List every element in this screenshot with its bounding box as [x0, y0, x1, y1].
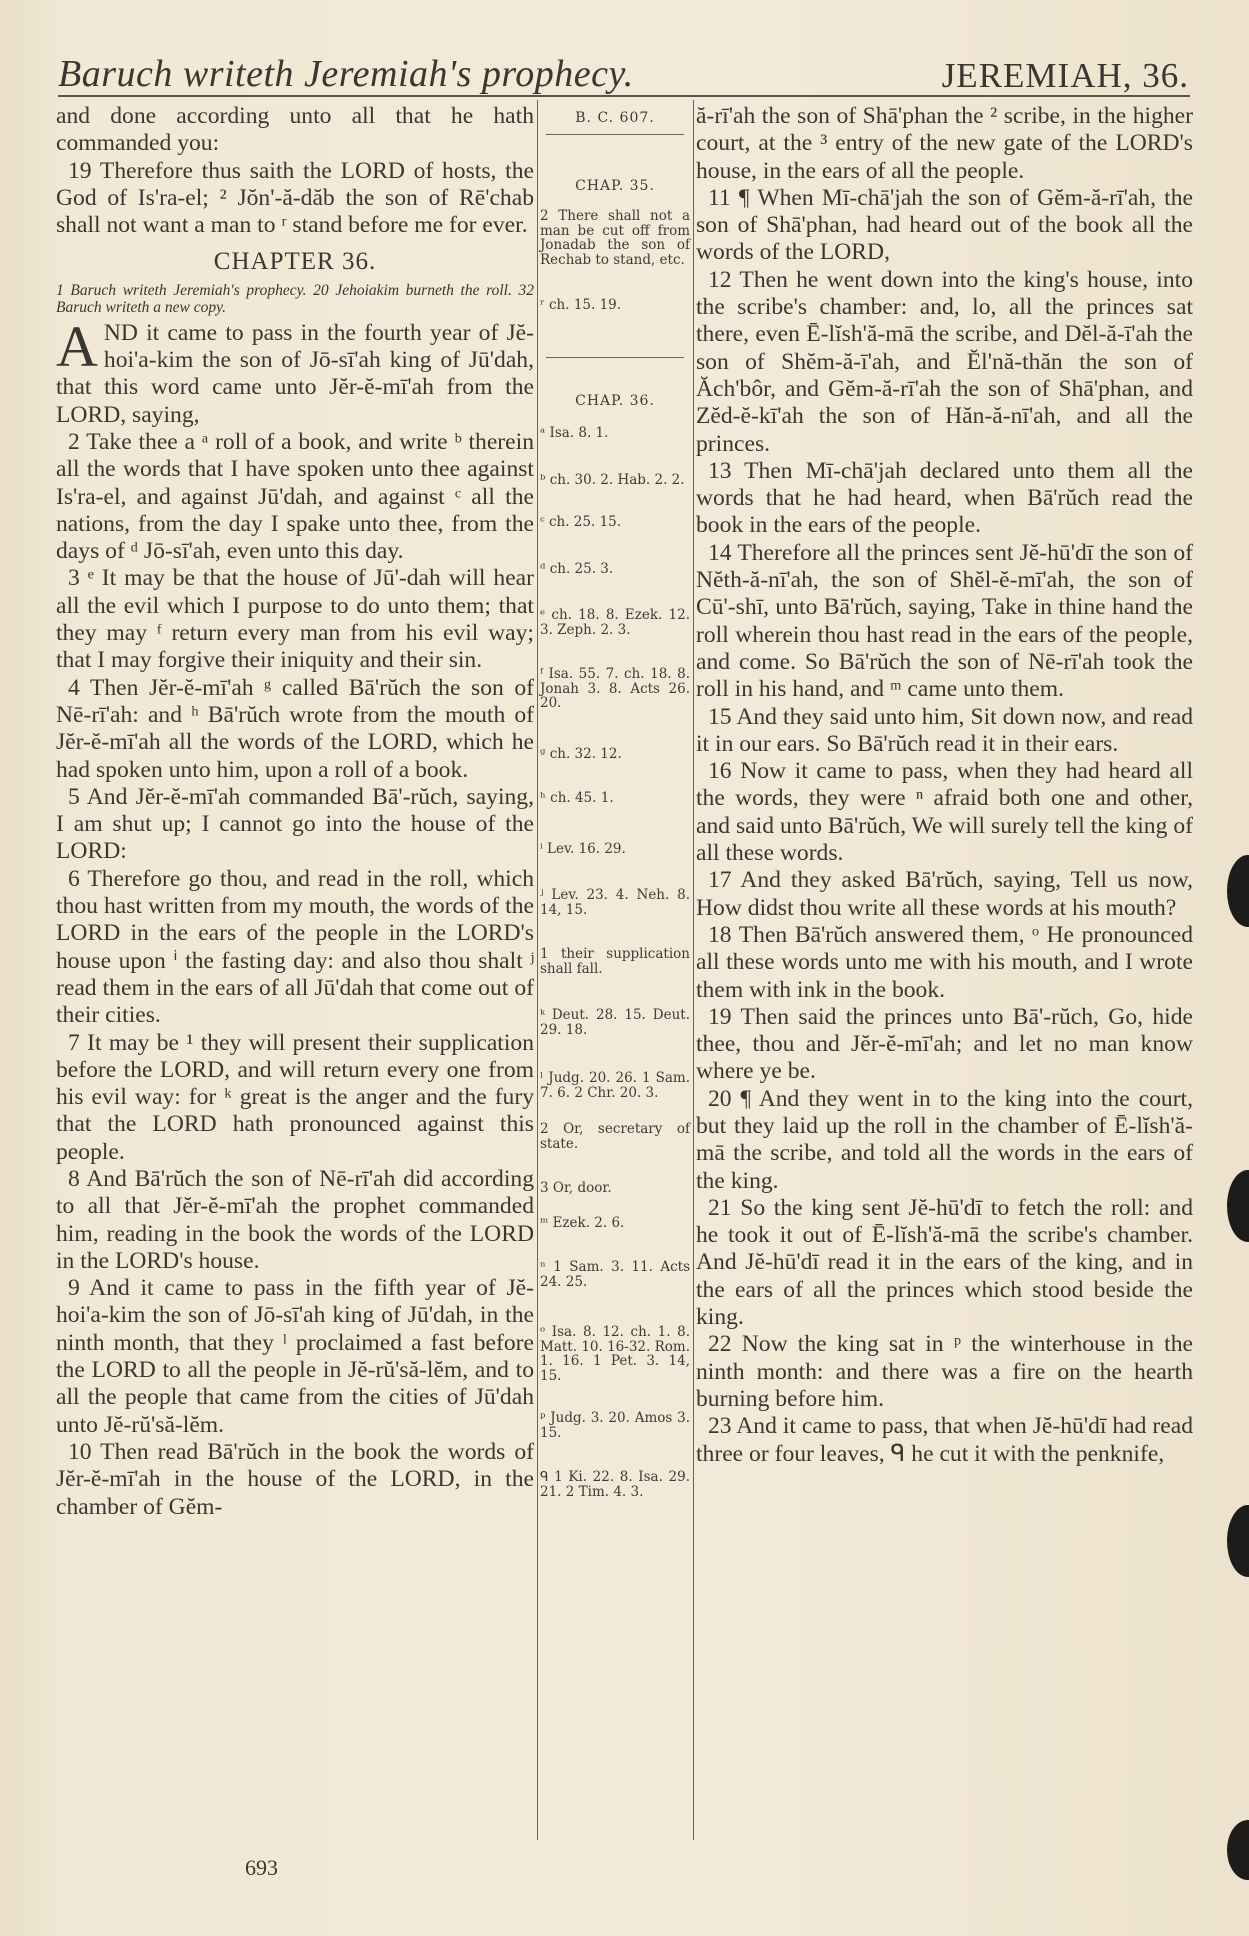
- note-d: ᵈ ch. 25. 3.: [540, 560, 614, 577]
- note-3: 3 Or, door.: [540, 1180, 612, 1196]
- date-rule: [546, 134, 684, 135]
- thumb-index-tab-1[interactable]: [1227, 855, 1249, 927]
- chapter-rule: [546, 357, 684, 358]
- verse-36-9: 9 And it came to pass in the fifth year of Jĕ-hoi'a-kim the son of Jō-sī'ah king of Jū'dah, in the ninth month, that they ˡ proclaimed a fast before the LORD to all the people in Jĕ-rŭ'să-lĕm, and to all the people that came from the cities of Jū'dah unto Jĕ-rŭ'să-lĕm.: [56, 1275, 534, 1438]
- verse-36-14: 14 Therefore all the princes sent Jĕ-hū'dī the son of Nĕth-ă-nī'ah, the son of Shĕl-ĕ-mī'ah, the son of Cū'-shī, unto Bā'rŭch, saying, Take in thine hand the roll wherein thou hast read in the ears of the people, and come. So Bā'rŭch the son of Nē-rī'ah took the roll in his hand, and ᵐ came unto them.: [696, 539, 1193, 703]
- note-2b: 2 Or, secretary of state.: [540, 1121, 690, 1152]
- verse-36-15: 15 And they said unto him, Sit down now, and read it in our ears. So Bā'rŭch read it in their ears.: [696, 703, 1193, 757]
- chapter-heading: CHAPTER 36.: [213, 248, 377, 276]
- note-l: ˡ Judg. 20. 26. 1 Sam. 7. 6. 2 Chr. 20. 3.: [540, 1070, 690, 1101]
- verse-36-21: 21 So the king sent Jĕ-hū'dī to fetch the roll: and he took it out of Ē-lĭsh'ă-mā the scribe's chamber. And Jĕ-hū'dī read it in the ears of the king, and in the ears of all the princes which stood beside the king.: [696, 1194, 1193, 1331]
- note-j: ʲ Lev. 23. 4. Neh. 8. 14, 15.: [540, 887, 690, 918]
- right-text-column: [696, 103, 1193, 1468]
- verse-36-2: 2 Take thee a ᵃ roll of a book, and write ᵇ therein all the words that I have spoken unto thee against Is'ra-el, and against Jū'dah, and against ᶜ all the nations, from the day I spake unto thee, from the days of ᵈ Jō-sī'ah, even unto this day.: [56, 428, 534, 565]
- date-marker: B. C. 607.: [575, 110, 655, 126]
- note-b: ᵇ ch. 30. 2. Hab. 2. 2.: [540, 471, 685, 488]
- column-divider-left: [537, 100, 538, 1840]
- running-head-left: Baruch writeth Jeremiah's prophecy.: [58, 53, 634, 95]
- verse-36-12: 12 Then he went down into the king's house, into the scribe's chamber: and, lo, all the princes sat there, even Ē-lĭsh'ă-mā the scribe, and Dĕl-ă-ī'ah the son of Shĕm-ă-ī'ah, and Ĕl'nă-thăn the son of Ăch'bôr, and Gĕm-ă-rī'ah the son of Shā'phan, and Zĕd-ĕ-kī'ah the son of Hăn-ă-nī'ah, and all the princes.: [696, 266, 1193, 457]
- note-e: ᵉ ch. 18. 8. Ezek. 12. 3. Zeph. 2. 3.: [540, 607, 690, 638]
- verse-36-19: 19 Then said the princes unto Bā'-rŭch, Go, hide thee, thou and Jĕr-ĕ-mī'ah; and let no man know where ye be.: [696, 1003, 1193, 1085]
- verse-36-8: 8 And Bā'rŭch the son of Nē-rī'ah did according to all that Jĕr-ĕ-mī'ah the prophet commanded him, reading in the book the words of the LORD in the LORD's house.: [56, 1165, 534, 1274]
- cross-reference-column: [540, 103, 690, 1499]
- thumb-index-tab-2[interactable]: [1227, 1170, 1249, 1242]
- note-g: ᵍ ch. 32. 12.: [540, 745, 622, 762]
- verse-36-4: 4 Then Jĕr-ĕ-mī'ah ᵍ called Bā'rŭch the son of Nē-rī'ah: and ʰ Bā'rŭch wrote from the mouth of Jĕr-ĕ-mī'ah all the words of the LORD, which he had spoken unto him, upon a roll of a book.: [56, 674, 534, 783]
- note-a: ᵃ Isa. 8. 1.: [540, 425, 609, 441]
- continuation-text: and done according unto all that he hath commanded you:: [56, 103, 534, 157]
- verse-36-20: 20 ¶ And they went in to the king into the court, but they laid up the roll in the chamber of Ē-lĭsh'ă-mā the scribe, and told all the words in the ears of the king.: [696, 1085, 1193, 1194]
- note-h: ʰ ch. 45. 1.: [540, 790, 614, 806]
- verse-36-11: 11 ¶ When Mī-chā'jah the son of Gĕm-ă-rī'ah, the son of Shā'phan, had heard out of the book all the words of the LORD,: [696, 184, 1193, 266]
- verse-36-18: 18 Then Bā'rŭch answered them, ᵒ He pronounced all these words unto me with his mouth, and I wrote them with ink in the book.: [696, 921, 1193, 1003]
- chapter-summary: 1 Baruch writeth Jeremiah's prophecy. 20 Jehoiakim burneth the roll. 32 Baruch writeth a new copy.: [56, 281, 534, 316]
- note-o: ᵒ Isa. 8. 12. ch. 1. 8. Matt. 10. 16-32. Rom. 1. 16. 1 Pet. 3. 14, 15.: [540, 1324, 690, 1384]
- note-2: 2 There shall not a man be cut off from Jonadab the son of Rechab to stand, etc.: [540, 208, 690, 268]
- left-text-column: [56, 103, 534, 1521]
- verse-36-1: [56, 313, 534, 429]
- chap-35-label: CHAP. 35.: [575, 177, 655, 194]
- note-r: ʳ ch. 15. 19.: [540, 297, 622, 313]
- verse-36-17: 17 And they asked Bā'rŭch, saying, Tell us now, How didst thou write all these words at his mouth?: [696, 867, 1193, 921]
- note-k: ᵏ Deut. 28. 15. Deut. 29. 18.: [540, 1007, 690, 1038]
- note-m: ᵐ Ezek. 2. 6.: [540, 1214, 625, 1231]
- chap-36-label: CHAP. 36.: [575, 392, 655, 409]
- thumb-index-tab-4[interactable]: [1227, 1820, 1249, 1880]
- verse-10-continuation: ă-rī'ah the son of Shā'phan the ² scribe, in the higher court, at the ³ entry of the new gate of the LORD's house, in the ears of all the people.: [696, 103, 1193, 184]
- verse-36-5: 5 And Jĕr-ĕ-mī'ah commanded Bā'-rŭch, saying, I am shut up; I cannot go into the house of the LORD:: [56, 783, 534, 865]
- verse-36-3: 3 ᵉ It may be that the house of Jū'-dah will hear all the evil which I purpose to do unto them; that they may ᶠ return every man from his evil way; that I may forgive their iniquity and their sin.: [56, 565, 534, 674]
- header-rule: [58, 95, 1190, 97]
- column-divider-right: [693, 100, 694, 1840]
- note-1: 1 their supplication shall fall.: [540, 946, 690, 977]
- verse-36-10: 10 Then read Bā'rŭch in the book the words of Jĕr-ĕ-mī'ah in the house of the LORD, in the chamber of Gĕm-: [56, 1438, 534, 1520]
- note-i: ⁱ Lev. 16. 29.: [540, 840, 626, 857]
- note-c: ᶜ ch. 25. 15.: [540, 514, 622, 530]
- running-head-right: JEREMIAH, 36.: [941, 56, 1189, 95]
- thumb-index-tab-3[interactable]: [1227, 1505, 1249, 1577]
- page-number: 693: [245, 1855, 278, 1880]
- note-f: ᶠ Isa. 55. 7. ch. 18. 8. Jonah 3. 8. Acts 26. 20.: [540, 666, 690, 711]
- verse-36-23: 23 And it came to pass, that when Jĕ-hū'dī had read three or four leaves, ᑫ he cut it with the penknife,: [696, 1413, 1193, 1467]
- note-q: ᑫ 1 Ki. 22. 8. Isa. 29. 21. 2 Tim. 4. 3.: [540, 1469, 690, 1500]
- verse-1-text: ND it came to pass in the fourth year of Jĕ-hoi'a-kim the son of Jō-sī'ah king of Jū'dah, that this word came unto Jĕr-ĕ-mī'ah from the LORD, saying,: [56, 319, 534, 428]
- verse-36-16: 16 Now it came to pass, when they had heard all the words, they were ⁿ afraid both one and other, and said unto Bā'rŭch, We will surely tell the king of all these words.: [696, 758, 1193, 867]
- verse-35-19: 19 Therefore thus saith the LORD of hosts, the God of Is'ra-el; ² Jŏn'-ă-dăb the son of Rē'chab shall not want a man to ʳ stand before me for ever.: [56, 157, 534, 239]
- drop-cap: A: [56, 313, 98, 379]
- verse-36-7: 7 It may be ¹ they will present their supplication before the LORD, and will return every one from his evil way: for ᵏ great is the anger and the fury that the LORD hath pronounced against this people.: [56, 1029, 534, 1165]
- verse-36-22: 22 Now the king sat in ᵖ the winterhouse in the ninth month: and there was a fire on the hearth burning before him.: [696, 1331, 1193, 1412]
- note-p: ᵖ Judg. 3. 20. Amos 3. 15.: [540, 1410, 690, 1441]
- verse-36-6: 6 Therefore go thou, and read in the roll, which thou hast written from my mouth, the words of the LORD in the ears of the people in the LORD's house upon ⁱ the fasting day: and also thou shalt ʲ read them in the ears of all Jū'dah that come out of their cities.: [56, 865, 534, 1029]
- note-n: ⁿ 1 Sam. 3. 11. Acts 24. 25.: [540, 1259, 690, 1290]
- verse-36-13: 13 Then Mī-chā'jah declared unto them all the words that he had heard, when Bā'rŭch read the book in the ears of the people.: [696, 457, 1193, 539]
